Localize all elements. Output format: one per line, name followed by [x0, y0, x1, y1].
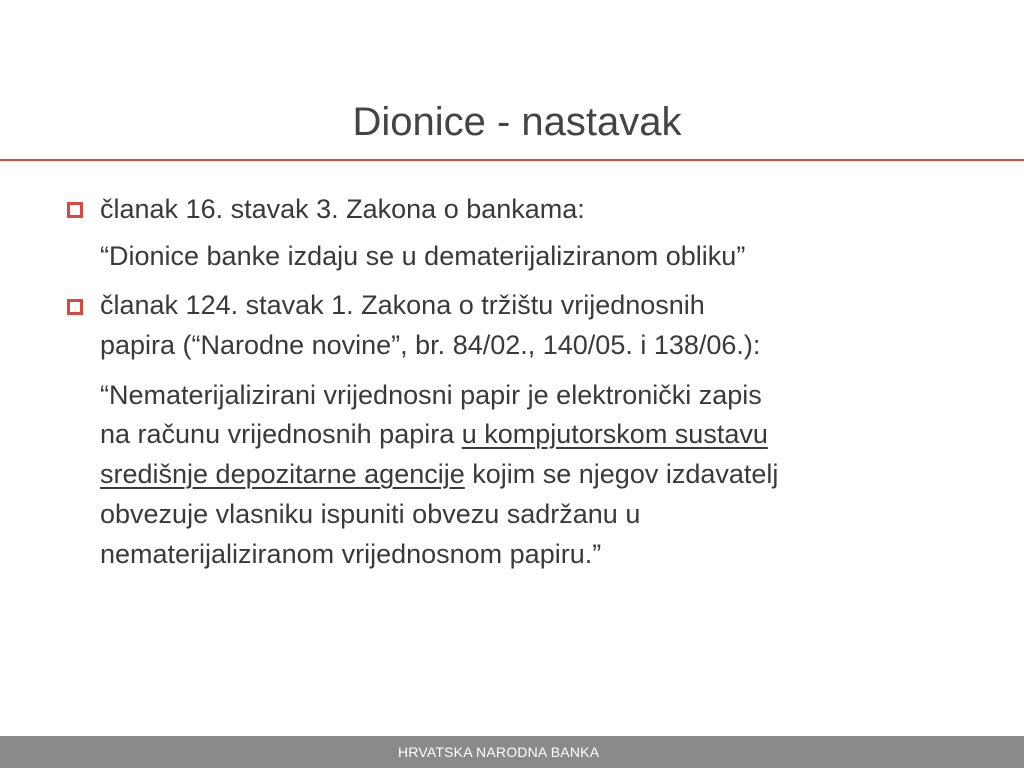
bullet-text: članak 124. stavak 1. Zakona o tržištu vrijednosnih — [100, 290, 705, 320]
quote-text: “Dionice banke izdaju se u dematerijaliziranom obliku” — [100, 241, 746, 271]
footer-bar — [0, 736, 1024, 768]
underlined-phrase: središnje depozitarne agencije — [100, 459, 465, 489]
footer-label: HRVATSKA NARODNA BANKA — [398, 744, 600, 760]
quote-text: “Nematerijalizirani vrijednosni papir je elektronički zapis — [100, 380, 762, 410]
quote-text: nematerijaliziranom vrijednosnom papiru.” — [100, 539, 602, 569]
quote-text-segment: na računu vrijednosnih papira — [100, 419, 462, 449]
quote-text — [100, 455, 778, 494]
quote-text — [100, 415, 768, 454]
bullet-text: papira (“Narodne novine”, br. 84/02., 140/05. i 138/06.): — [100, 330, 761, 360]
slide-title: Dionice - nastavak — [352, 100, 682, 144]
underlined-phrase: u kompjutorskom sustavu — [461, 419, 768, 449]
square-bullet-icon — [67, 299, 83, 315]
bullet-text: članak 16. stavak 3. Zakona o bankama: — [100, 194, 585, 224]
quote-text: obvezuje vlasniku ispuniti obvezu sadržanu u — [100, 499, 641, 529]
square-bullet-icon — [67, 202, 83, 218]
quote-text-segment: kojim se njegov izdavatelj — [464, 459, 779, 489]
